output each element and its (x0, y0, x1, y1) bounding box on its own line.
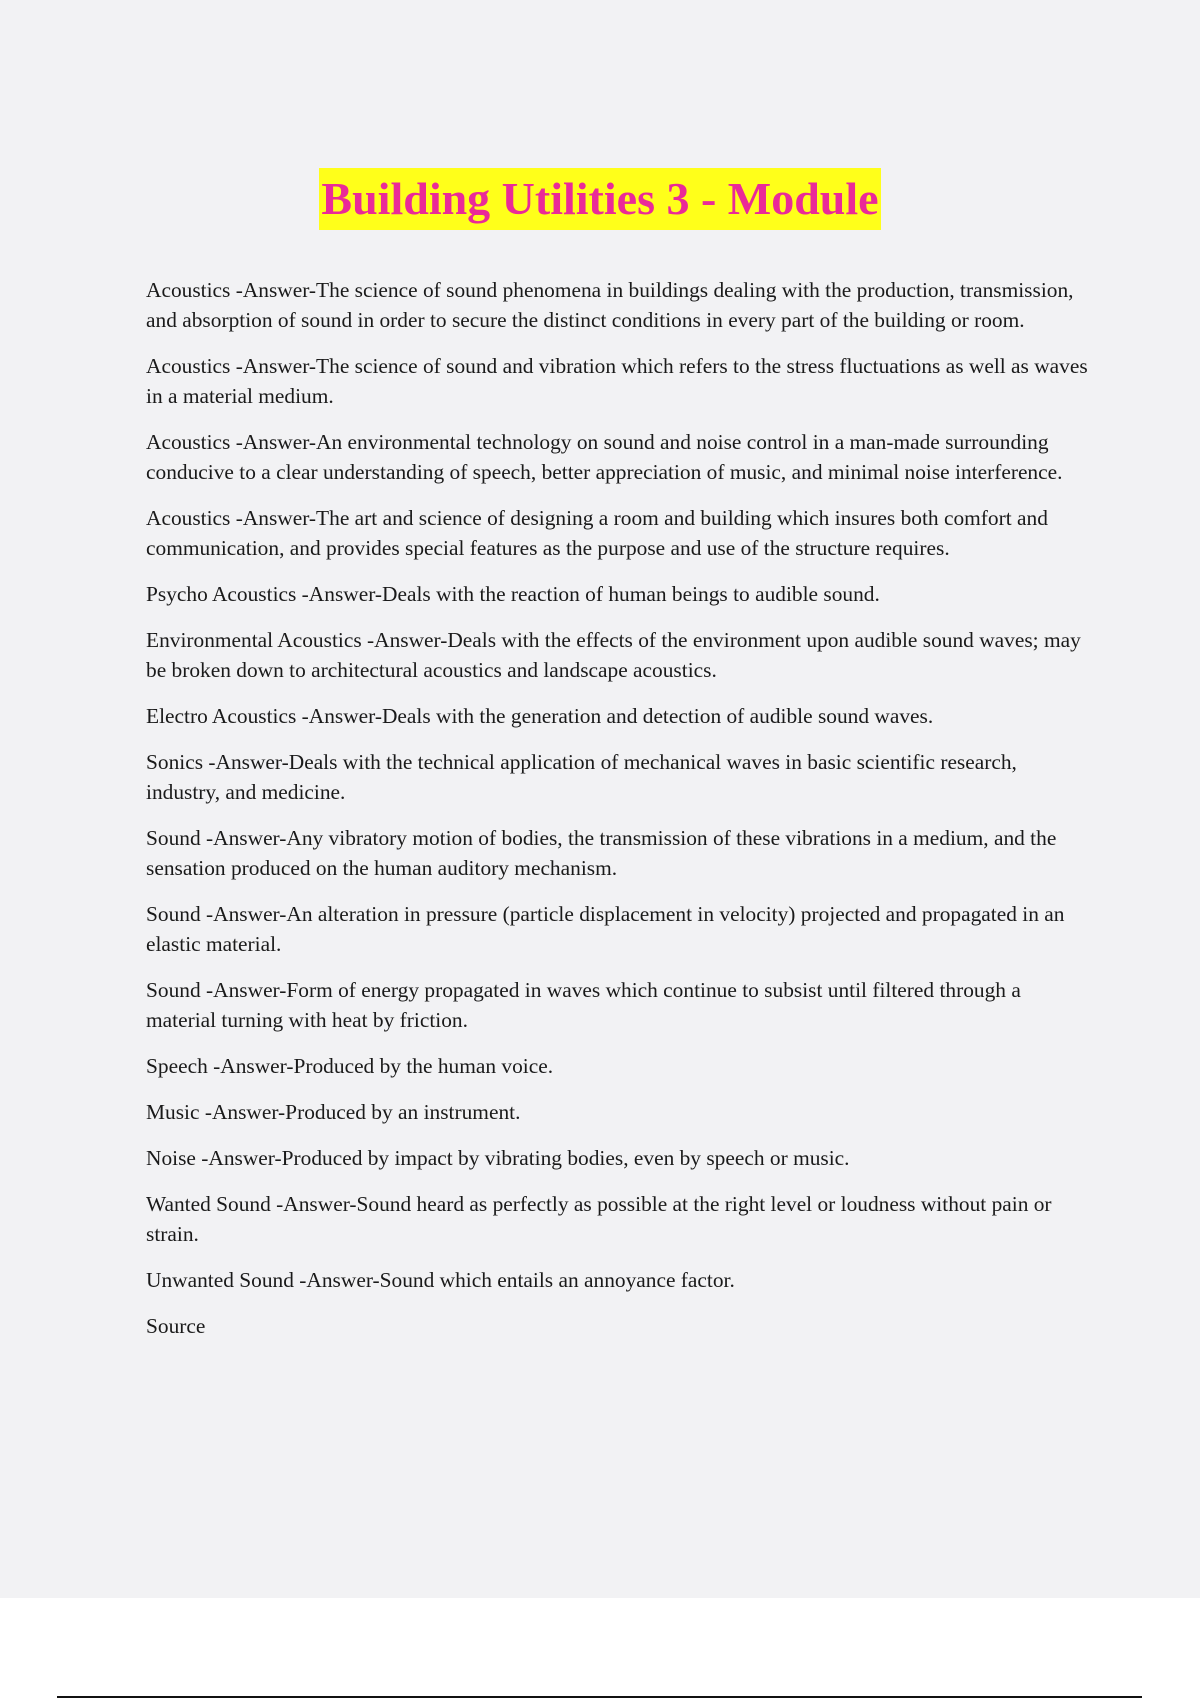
entries-list (146, 275, 1096, 1357)
entry-2: Acoustics -Answer-An environmental technology on sound and noise control in a man-made surrounding conducive to a clear understanding of speech, better appreciation of music, and minimal noise interference. (146, 430, 1063, 484)
entry-0: Acoustics -Answer-The science of sound phenomena in buildings dealing with the production, transmission, and absorption of sound in order to secure the distinct conditions in every part of the building or room. (146, 278, 1074, 332)
entry-16: Source (146, 1314, 206, 1338)
entry-14: Wanted Sound -Answer-Sound heard as perfectly as possible at the right level or loudness without pain or strain. (146, 1192, 1052, 1246)
entry-13: Noise -Answer-Produced by impact by vibrating bodies, even by speech or music. (146, 1146, 850, 1170)
document-title: Building Utilities 3 - Module (319, 168, 880, 230)
entry-5: Environmental Acoustics -Answer-Deals with the effects of the environment upon audible sound waves; may be broken down to architectural acoustics and landscape acoustics. (146, 628, 1081, 682)
entry-10: Sound -Answer-Form of energy propagated in waves which continue to subsist until filtered through a material turning with heat by friction. (146, 978, 1021, 1032)
entry-11: Speech -Answer-Produced by the human voice. (146, 1054, 554, 1078)
entry-15: Unwanted Sound -Answer-Sound which entails an annoyance factor. (146, 1268, 735, 1292)
entry-12: Music -Answer-Produced by an instrument. (146, 1100, 521, 1124)
entry-1: Acoustics -Answer-The science of sound and vibration which refers to the stress fluctuations as well as waves in a material medium. (146, 354, 1088, 408)
entry-7: Sonics -Answer-Deals with the technical application of mechanical waves in basic scientific research, industry, and medicine. (146, 750, 1017, 804)
entry-4: Psycho Acoustics -Answer-Deals with the reaction of human beings to audible sound. (146, 582, 880, 606)
entry-8: Sound -Answer-Any vibratory motion of bodies, the transmission of these vibrations in a medium, and the sensation produced on the human auditory mechanism. (146, 826, 1057, 880)
entry-9: Sound -Answer-An alteration in pressure (particle displacement in velocity) projected and propagated in an elastic material. (146, 902, 1065, 956)
footer-divider (57, 1696, 1142, 1698)
entry-6: Electro Acoustics -Answer-Deals with the generation and detection of audible sound waves. (146, 704, 934, 728)
entry-3: Acoustics -Answer-The art and science of designing a room and building which insures both comfort and communication, and provides special features as the purpose and use of the structure requires. (146, 506, 1048, 560)
title-container (0, 168, 1200, 230)
